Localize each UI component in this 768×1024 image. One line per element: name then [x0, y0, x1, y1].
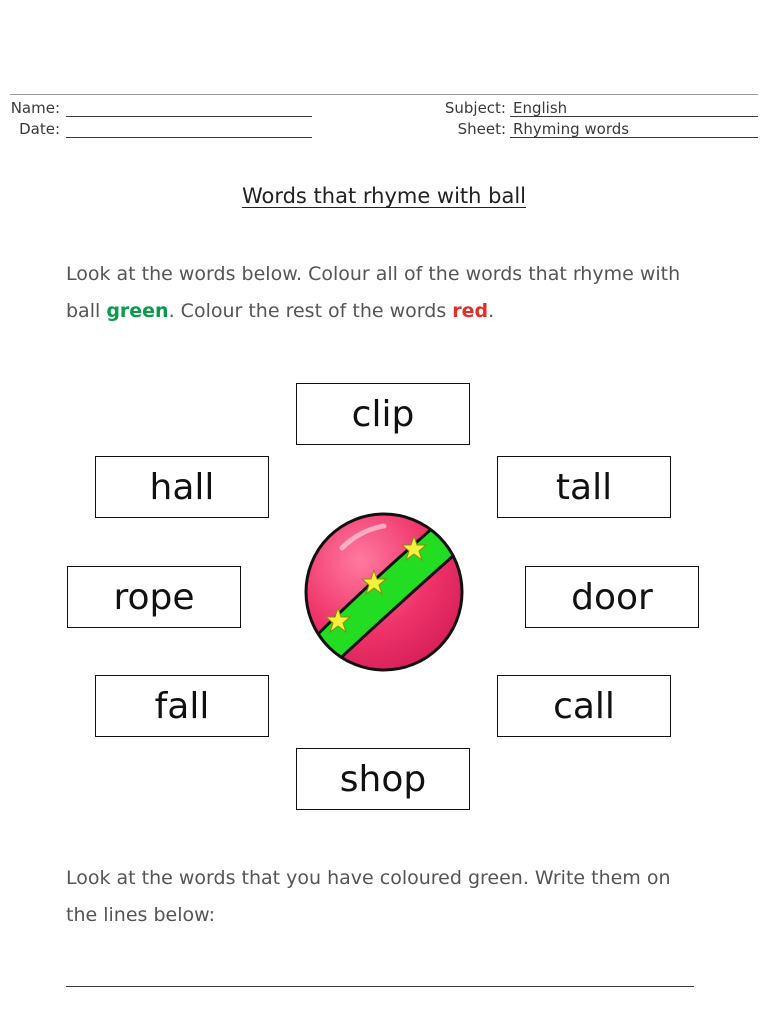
instructions-text-3: . [488, 300, 495, 322]
answer-line[interactable] [66, 986, 694, 987]
colouring-instructions [66, 256, 706, 330]
name-label: Name: [10, 99, 60, 117]
ball-icon [302, 510, 466, 674]
instructions-text-2: . Colour the rest of the words [168, 300, 453, 322]
date-label: Date: [19, 120, 60, 138]
word-box-fall[interactable]: fall [95, 675, 269, 737]
subject-field-line [510, 116, 758, 117]
word-box-hall[interactable]: hall [95, 456, 269, 518]
word-box-call[interactable]: call [497, 675, 671, 737]
subject-value: English [513, 99, 568, 117]
green-word: green [106, 300, 169, 322]
instructions-text-1: Look at the words below. Colour all of the words that rhyme with ball [66, 263, 681, 322]
word-box-tall[interactable]: tall [497, 456, 671, 518]
word-box-shop[interactable]: shop [296, 748, 470, 810]
red-word: red [452, 300, 489, 322]
word-box-door[interactable]: door [525, 566, 699, 628]
sheet-field-line [510, 137, 758, 138]
subject-label: Subject: [444, 99, 506, 117]
worksheet-title: Words that rhyme with ball [241, 184, 527, 208]
header-rule [10, 94, 758, 95]
name-field[interactable] [66, 116, 312, 117]
write-instructions: Look at the words that you have coloured green. Write them on the lines below: [66, 867, 671, 926]
sheet-value: Rhyming words [513, 120, 630, 138]
date-field[interactable] [66, 137, 312, 138]
sheet-label: Sheet: [457, 120, 506, 138]
word-box-rope[interactable]: rope [67, 566, 241, 628]
word-box-clip[interactable]: clip [296, 383, 470, 445]
